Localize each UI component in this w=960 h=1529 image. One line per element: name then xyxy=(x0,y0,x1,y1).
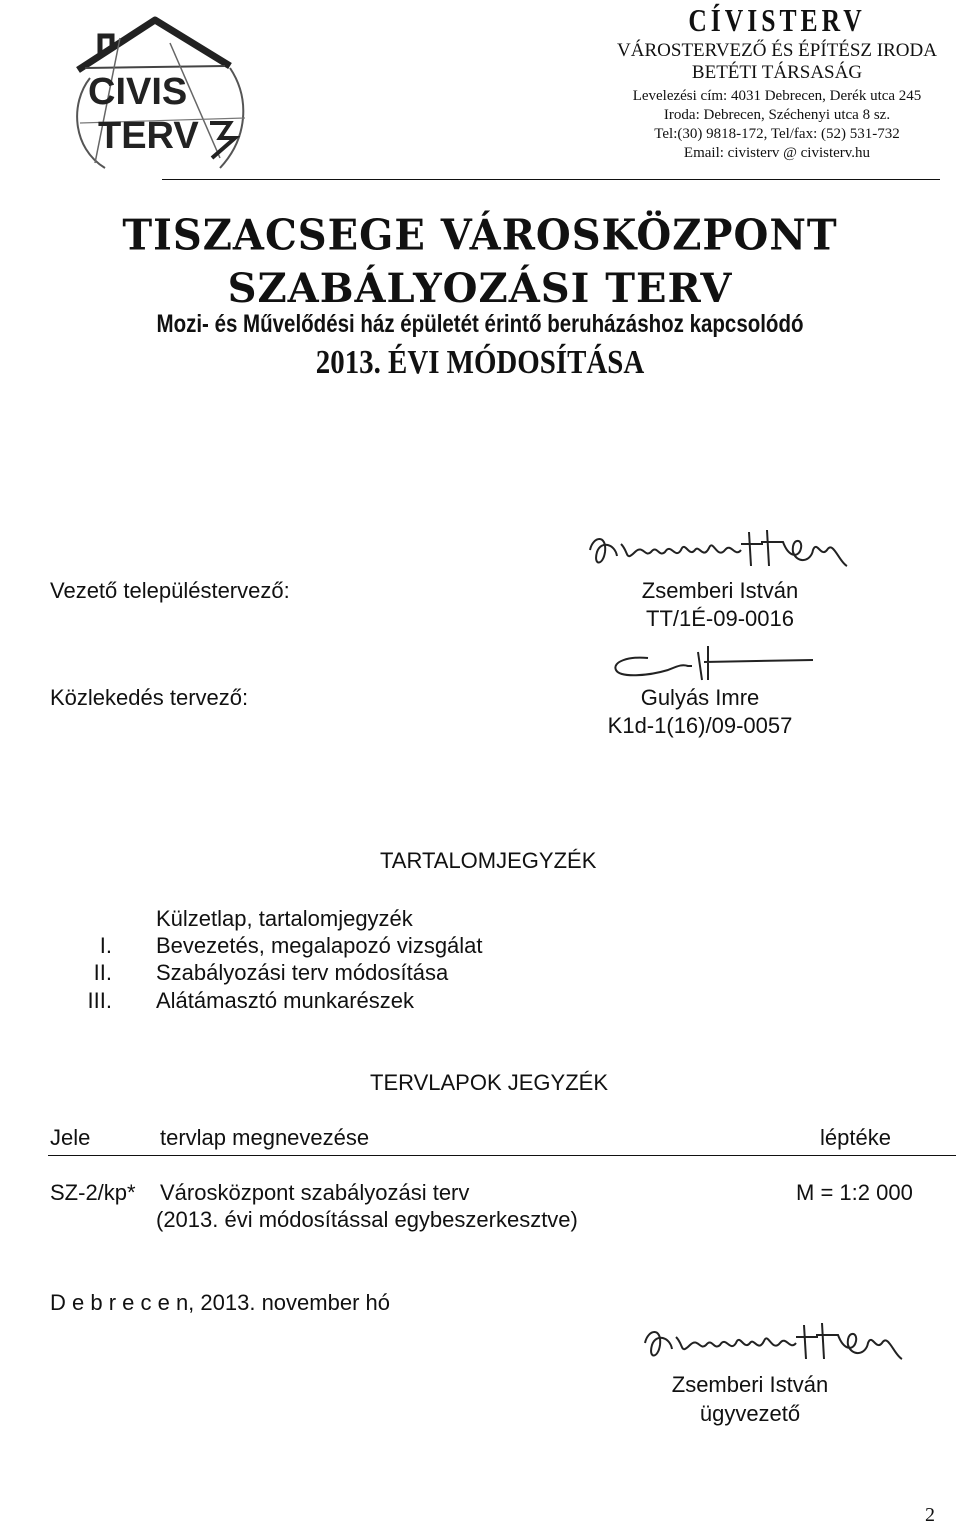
document-subtitle: Mozi- és Művelődési ház épületét érintő beruházáshoz kapcsolódó xyxy=(156,310,804,338)
column-header-scale: léptéke xyxy=(820,1125,891,1150)
document-title-year: 2013. ÉVI MÓDOSÍTÁSA xyxy=(315,344,645,381)
contents-item-number: I. xyxy=(99,933,112,958)
contents-item xyxy=(60,988,760,1016)
office-address: Iroda: Debrecen, Széchenyi utca 8 sz. xyxy=(663,107,891,123)
civisterv-logo xyxy=(60,8,260,178)
signature-ceo xyxy=(640,1315,910,1373)
company-subtitle-1: VÁROSTERVEZŐ ÉS ÉPÍTÉSZ IRODA xyxy=(617,40,937,61)
sheet-code: SZ-2/kp* xyxy=(50,1180,136,1205)
signature-zsemberi xyxy=(585,522,855,580)
contents-item-number: III. xyxy=(87,988,112,1013)
page-number: 2 xyxy=(925,1504,935,1526)
sheet-name-note: (2013. évi módosítással egybeszerkesztve) xyxy=(156,1207,578,1232)
document-title-2: SZABÁLYOZÁSI TERV xyxy=(227,265,733,312)
mail-address: Levelezési cím: 4031 Debrecen, Derék utca 245 xyxy=(632,88,922,104)
traffic-planner-registration: K1d-1(16)/09-0057 xyxy=(607,713,793,738)
lead-planner-label: Vezető településtervező: xyxy=(50,578,290,603)
contents-item xyxy=(60,960,760,988)
contents-item-text: Alátámasztó munkarészek xyxy=(156,988,414,1013)
contents-item-text: Bevezetés, megalapozó vizsgálat xyxy=(156,933,483,958)
company-name: CÍVISTERV xyxy=(688,2,866,38)
traffic-planner-name: Gulyás Imre xyxy=(640,685,760,710)
column-header-code: Jele xyxy=(50,1125,91,1150)
contents-item-text: Külzetlap, tartalomjegyzék xyxy=(156,906,413,931)
ceo-title: ügyvezető xyxy=(699,1401,801,1426)
contents-heading: TARTALOMJEGYZÉK xyxy=(380,848,597,873)
logo-text-terv: TERV xyxy=(98,115,199,157)
contents-item xyxy=(60,933,760,961)
ceo-name: Zsemberi István xyxy=(671,1372,829,1397)
contents-item-text: Szabályozási terv módosítása xyxy=(156,960,449,985)
phone-numbers: Tel:(30) 9818-172, Tel/fax: (52) 531-732 xyxy=(654,126,900,142)
document-title-1: TISZACSEGE VÁROSKÖZPONT xyxy=(122,210,838,261)
header-divider xyxy=(162,179,940,180)
signature-gulyas xyxy=(608,640,818,682)
sheet-scale: M = 1:2 000 xyxy=(796,1180,913,1205)
sheet-name: Városközpont szabályozási terv xyxy=(160,1180,470,1205)
logo-text-civis: CIVIS xyxy=(88,71,188,113)
table-header-divider xyxy=(48,1155,956,1156)
company-subtitle-2: BETÉTI TÁRSASÁG xyxy=(691,62,863,83)
email-address: Email: civisterv @ civisterv.hu xyxy=(683,145,871,161)
lead-planner-registration: TT/1É-09-0016 xyxy=(646,606,794,631)
contents-item-number: II. xyxy=(93,960,112,985)
column-header-name: tervlap megnevezése xyxy=(160,1125,370,1150)
traffic-planner-label: Közlekedés tervező: xyxy=(50,685,249,710)
sheets-heading: TERVLAPOK JEGYZÉK xyxy=(370,1070,609,1095)
contents-item xyxy=(60,906,760,934)
lead-planner-name: Zsemberi István xyxy=(641,578,799,603)
place-and-date: D e b r e c e n, 2013. november hó xyxy=(50,1290,390,1315)
